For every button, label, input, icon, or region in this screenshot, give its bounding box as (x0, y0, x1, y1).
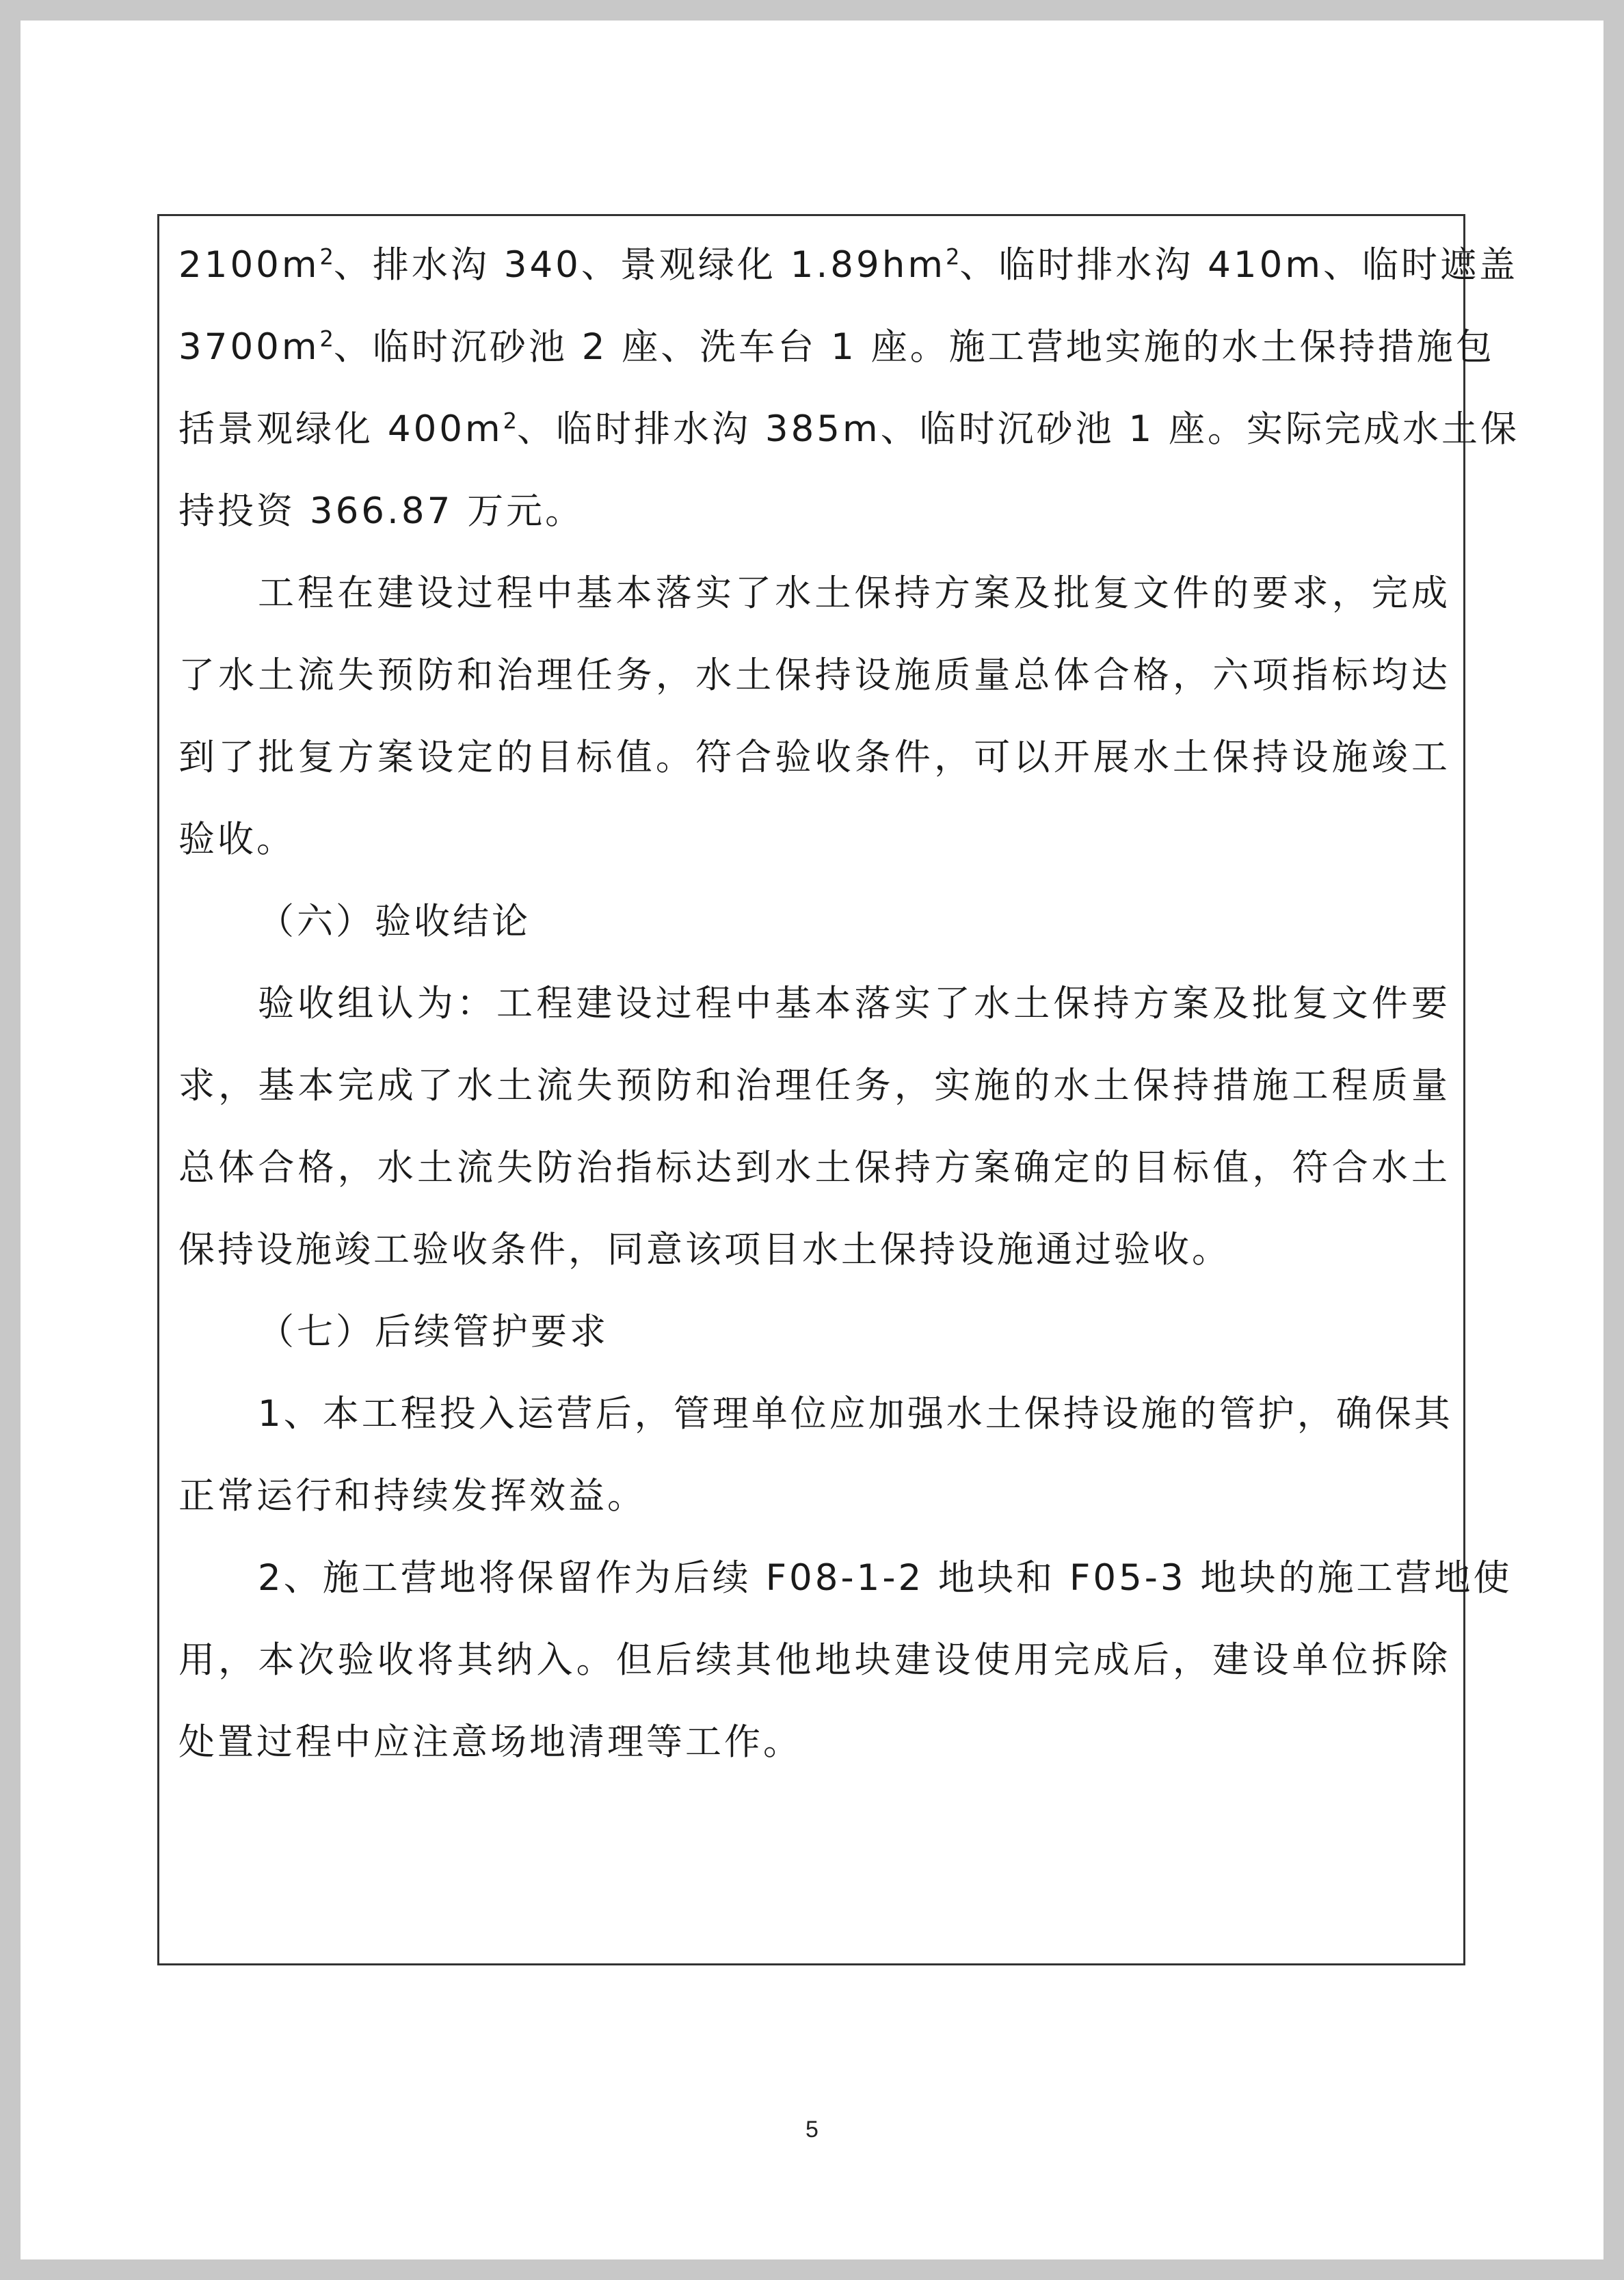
section-heading: （六）验收结论 (258, 901, 531, 942)
paragraph-line: 工程在建设过程中基本落实了水土保持方案及批复文件的要求，完成 (258, 572, 1450, 614)
list-item-line: 1、本工程投入运营后，管理单位应加强水土保持设施的管护，确保其 (258, 1393, 1453, 1435)
body-text (178, 224, 1520, 1784)
paragraph-line: 了水土流失预防和治理任务，水土保持设施质量总体合格，六项指标均达 (178, 654, 1450, 696)
paragraph-line: 括景观绿化 $400m^2$、临时排水沟 385m、临时沉砂池 1 座。实际完成水土保 (178, 408, 1520, 450)
paragraph-line: $2100m^2$、排水沟 340、景观绿化 $1.89hm^2$、临时排水沟 410m、临时遮盖 (178, 243, 1518, 286)
content-frame (157, 214, 1520, 1965)
list-item-line: 处置过程中应注意场地清理等工作。 (178, 1721, 802, 1763)
list-item-line: 2、施工营地将保留作为后续 F08-1-2 地块和 F05-3 地块的施工营地使 (258, 1557, 1513, 1599)
paragraph-line: 验收组认为：工程建设过程中基本落实了水土保持方案及批复文件要 (258, 983, 1450, 1024)
paragraph-line: 验收。 (178, 819, 295, 860)
paragraph-line: 求，基本完成了水土流失预防和治理任务，实施的水土保持措施工程质量 (178, 1065, 1450, 1106)
paragraph-line: 保持设施竣工验收条件，同意该项目水土保持设施通过验收。 (178, 1229, 1231, 1271)
page-number: 5 (806, 2117, 818, 2143)
section-heading: （七）后续管护要求 (258, 1311, 609, 1353)
paragraph-line: 总体合格，水土流失防治指标达到水土保持方案确定的目标值，符合水土 (178, 1147, 1450, 1189)
list-item-line: 正常运行和持续发挥效益。 (178, 1475, 646, 1517)
paragraph-line: $3700m^2$、临时沉砂池 2 座、洗车台 1 座。施工营地实施的水土保持措施包 (178, 326, 1495, 368)
document-page (21, 21, 1603, 2259)
paragraph-line: 持投资 366.87 万元。 (178, 490, 585, 532)
paragraph-line: 到了批复方案设定的目标值。符合验收条件，可以开展水土保持设施竣工 (178, 737, 1450, 778)
list-item-line: 用，本次验收将其纳入。但后续其他地块建设使用完成后，建设单位拆除 (178, 1639, 1450, 1681)
